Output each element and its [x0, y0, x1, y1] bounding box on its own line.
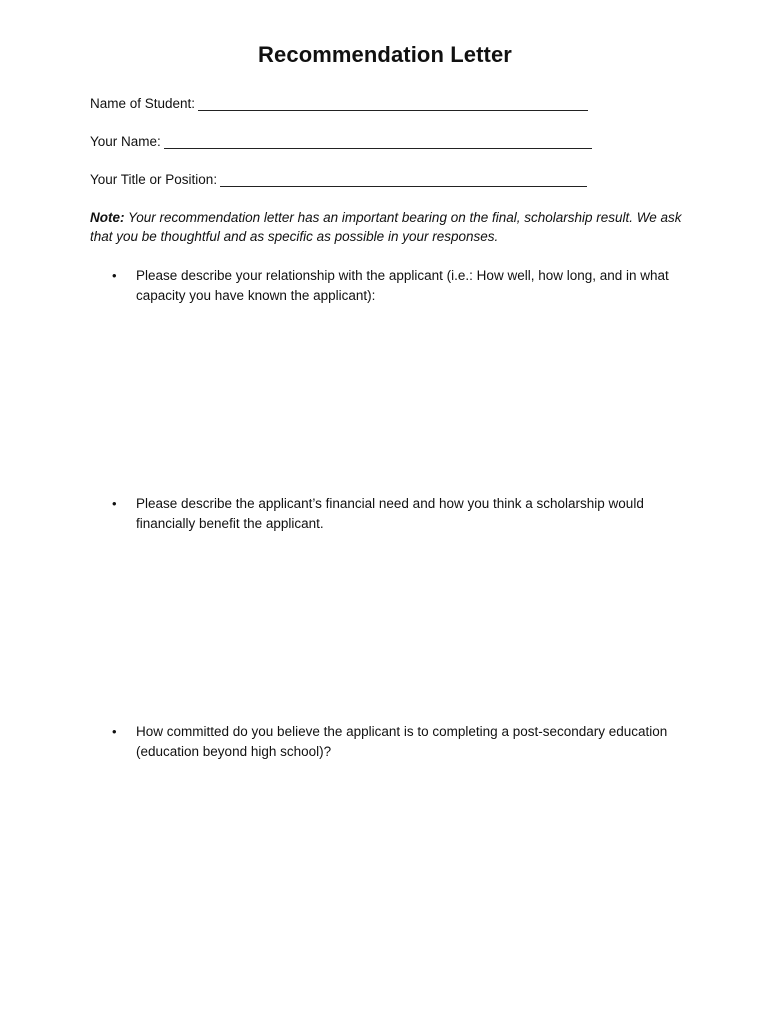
student-name-input-line[interactable] — [198, 96, 588, 111]
answer-area[interactable] — [112, 768, 672, 988]
bullet-icon: • — [112, 496, 117, 511]
question-item — [112, 722, 672, 762]
student-name-field — [90, 96, 588, 111]
your-name-label: Your Name: — [90, 134, 161, 149]
note-label: Note: — [90, 210, 125, 225]
bullet-icon: • — [112, 268, 117, 283]
title-position-input-line[interactable] — [220, 172, 587, 187]
your-name-field — [90, 134, 592, 149]
answer-area[interactable] — [112, 540, 672, 710]
your-name-input-line[interactable] — [164, 134, 592, 149]
note-text: Your recommendation letter has an important bearing on the final, scholarship result. We ask that you be thoughtful and as specific as possible in your responses. — [90, 210, 682, 244]
student-name-label: Name of Student: — [90, 96, 196, 111]
title-position-label: Your Title or Position: — [90, 172, 218, 187]
page-title: Recommendation Letter — [258, 42, 512, 67]
title-position-field — [90, 172, 587, 187]
question-text: How committed do you believe the applicant is to completing a post-secondary education (education beyond high school)? — [136, 724, 668, 759]
note-paragraph — [90, 208, 690, 246]
answer-area[interactable] — [112, 312, 672, 482]
bullet-icon: • — [112, 724, 117, 739]
question-item — [112, 494, 672, 534]
question-item — [112, 266, 672, 306]
question-text: Please describe your relationship with the applicant (i.e.: How well, how long, and in what capacity you have known the applicant): — [136, 268, 669, 303]
question-text: Please describe the applicant’s financial need and how you think a scholarship would financially benefit the applicant. — [136, 496, 644, 531]
